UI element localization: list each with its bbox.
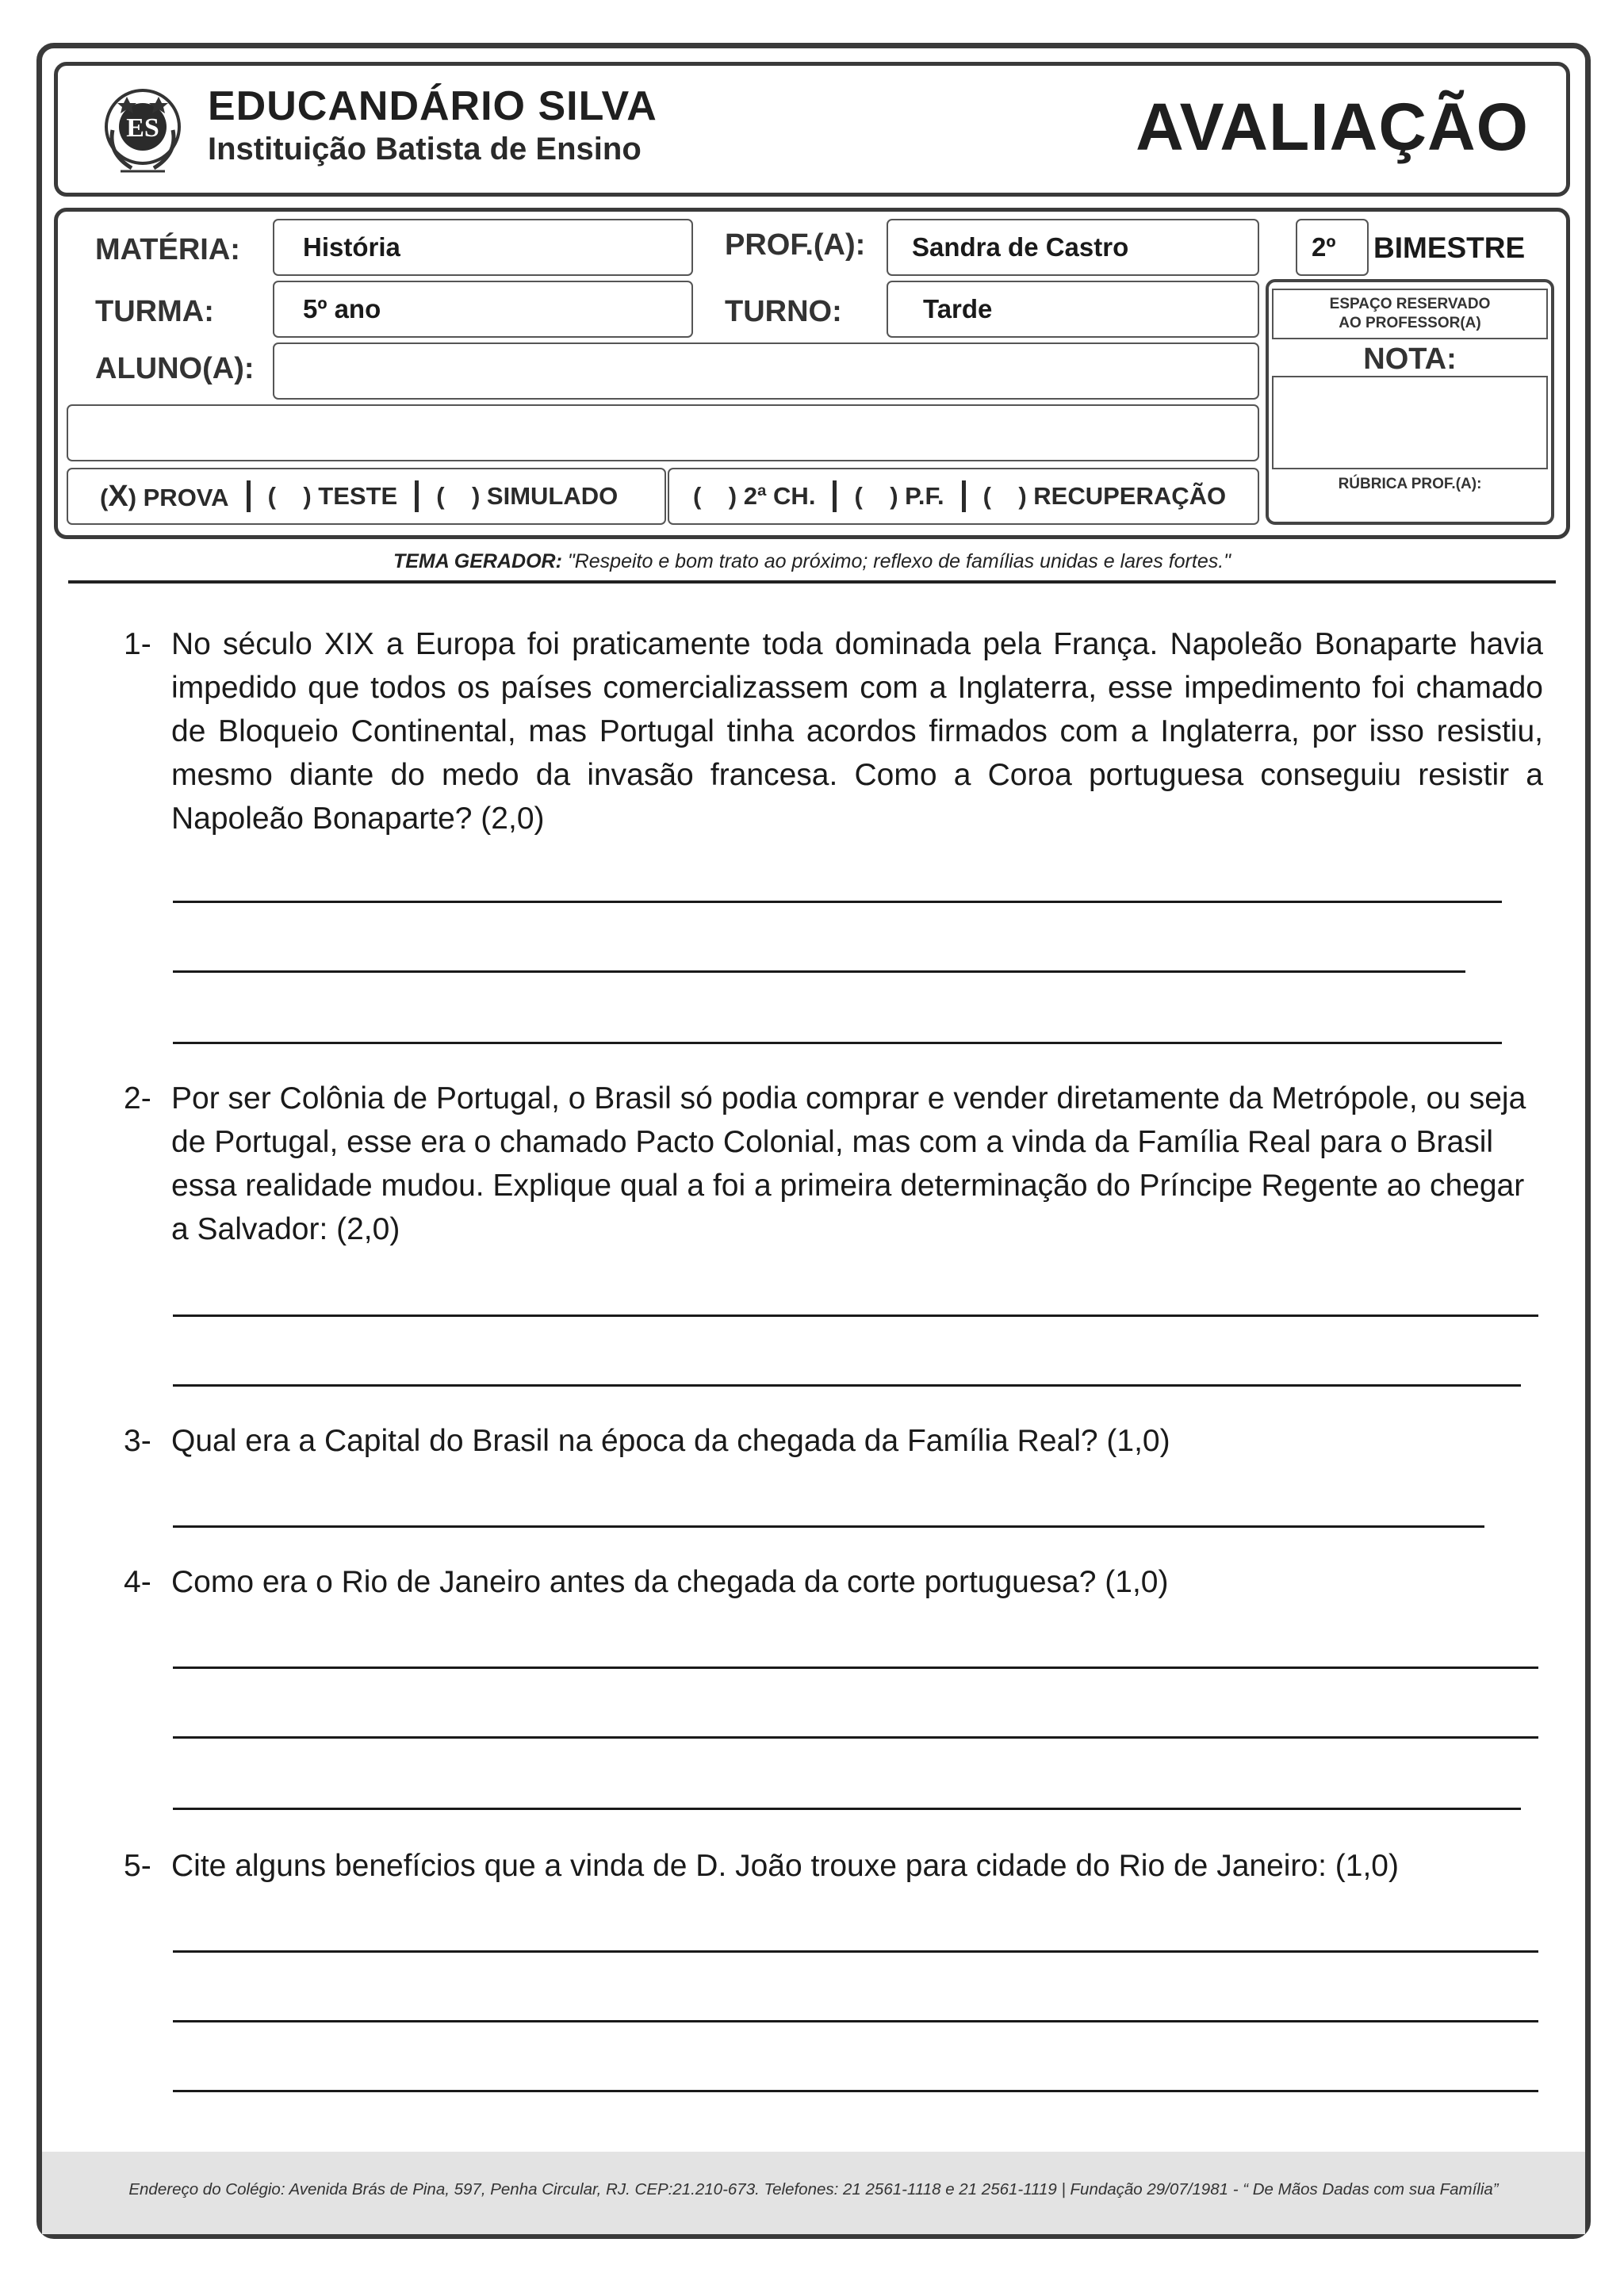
answer-line[interactable] xyxy=(173,2090,1538,2092)
answer-line[interactable] xyxy=(173,1736,1538,1739)
assessment-type-group-2 xyxy=(668,468,1259,525)
option-segunda-chamada[interactable]: ( ) 2ª CH. xyxy=(693,482,816,510)
nota-label: NOTA: xyxy=(1363,342,1457,376)
rubrica-label: RÚBRICA PROF.(A): xyxy=(1338,476,1482,492)
question-4-number: 4- xyxy=(124,1565,151,1599)
reserved-label: ESPAÇO RESERVADO AO PROFESSOR(A) xyxy=(1272,289,1548,339)
aluno-label: ALUNO(A): xyxy=(95,352,255,385)
answer-line[interactable] xyxy=(173,1667,1538,1669)
divider xyxy=(68,580,1556,584)
option-recuperacao[interactable]: ( ) RECUPERAÇÃO xyxy=(982,482,1227,510)
materia-field[interactable]: História xyxy=(273,219,693,276)
aluno-extra-field[interactable] xyxy=(67,404,1259,461)
separator xyxy=(962,480,966,512)
answer-line[interactable] xyxy=(173,1950,1538,1953)
prof-field[interactable]: Sandra de Castro xyxy=(887,219,1259,276)
answer-line[interactable] xyxy=(173,901,1502,903)
separator xyxy=(833,480,837,512)
turma-field[interactable]: 5º ano xyxy=(273,281,693,338)
document-title: AVALIAÇÃO xyxy=(1136,90,1529,164)
answer-line[interactable] xyxy=(173,1384,1521,1387)
turma-label: TURMA: xyxy=(95,295,214,328)
option-simulado[interactable]: ( ) SIMULADO xyxy=(436,482,619,510)
separator xyxy=(415,480,419,512)
answer-line[interactable] xyxy=(173,1042,1502,1044)
prof-label: PROF.(A): xyxy=(725,228,866,262)
separator xyxy=(247,480,251,512)
answer-line[interactable] xyxy=(173,970,1465,973)
option-prova[interactable]: (X) PROVA xyxy=(100,479,229,513)
question-3-number: 3- xyxy=(124,1424,151,1458)
tema-gerador: TEMA GERADOR: "Respeito e bom trato ao próximo; reflexo de famílias unidas e lares fortes." xyxy=(393,550,1231,572)
option-pf[interactable]: ( ) P.F. xyxy=(854,482,944,510)
materia-label: MATÉRIA: xyxy=(95,233,240,266)
school-name: EDUCANDÁRIO SILVA xyxy=(208,83,657,129)
question-4-text: Como era o Rio de Janeiro antes da chegada da corte portuguesa? (1,0) xyxy=(171,1565,1169,1599)
option-teste[interactable]: ( ) TESTE xyxy=(267,482,398,510)
school-subtitle: Instituição Batista de Ensino xyxy=(208,132,642,166)
question-1-number: 1- xyxy=(124,627,151,661)
turno-field[interactable]: Tarde xyxy=(887,281,1259,338)
answer-line[interactable] xyxy=(173,1808,1521,1810)
question-2-number: 2- xyxy=(124,1081,151,1115)
turno-label: TURNO: xyxy=(725,295,842,328)
footer-address: Endereço do Colégio: Avenida Brás de Pina, 597, Penha Circular, RJ. CEP:21.210-673. Telefones: 21 2561-1118 e 21 2561-1119 | Fundação 29/07/1981 - “ De Mãos Dadas com sua Família” xyxy=(128,2180,1499,2198)
answer-line[interactable] xyxy=(173,2020,1538,2022)
aluno-field[interactable] xyxy=(273,342,1259,400)
answer-line[interactable] xyxy=(173,1314,1538,1317)
question-1-text: No século XIX a Europa foi praticamente toda dominada pela França. Napoleão Bonaparte havia impedido que todos os países comercializassem com a Inglaterra, esse impedimento foi chamado de Bloqueio Continental, mas Portugal tinha acordos firmados com a Inglaterra, por isso resistiu, mesmo diante do medo da invasão francesa. Como a Coroa portuguesa conseguiu resistir a Napoleão Bonaparte? (2,0) xyxy=(171,627,1543,836)
bimestre-number[interactable]: 2º xyxy=(1296,219,1369,276)
question-5-text: Cite alguns benefícios que a vinda de D. João trouxe para cidade do Rio de Janeiro: (1,0) xyxy=(171,1849,1399,1883)
school-logo xyxy=(97,82,189,176)
question-5-number: 5- xyxy=(124,1849,151,1883)
bimestre-label: BIMESTRE xyxy=(1373,232,1526,264)
assessment-type-group-1 xyxy=(67,468,666,525)
question-2-text: Por ser Colônia de Portugal, o Brasil só podia comprar e vender diretamente da Metrópole, ou seja de Portugal, esse era o chamado Pacto Colonial, mas com a vinda da Família Real para o Brasil essa realidade mudou. Explique qual a foi a primeira determinação do Príncipe Regente ao chegar a Salvador: (2,0) xyxy=(171,1081,1526,1246)
question-3-text: Qual era a Capital do Brasil na época da chegada da Família Real? (1,0) xyxy=(171,1424,1170,1458)
answer-line[interactable] xyxy=(173,1525,1484,1528)
svg-text:ES: ES xyxy=(126,113,159,143)
nota-field[interactable] xyxy=(1272,376,1548,469)
